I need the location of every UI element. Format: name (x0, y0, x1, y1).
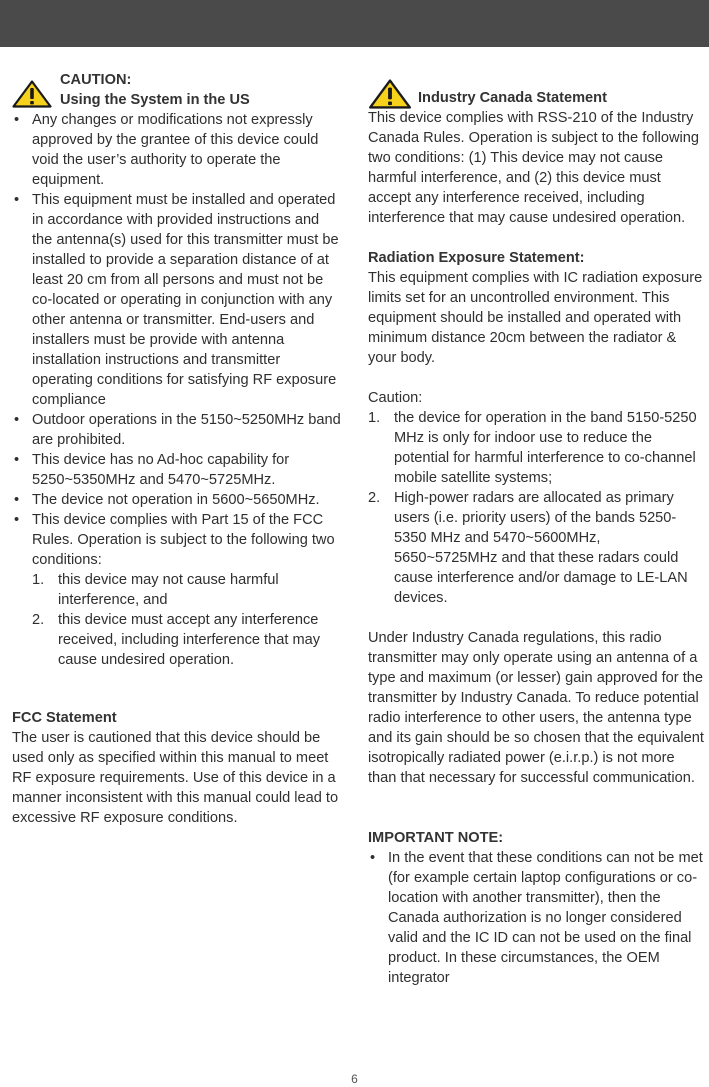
numbered-item (32, 610, 342, 670)
numbered-item (32, 570, 342, 610)
warning-triangle-icon (12, 80, 52, 108)
page-number: 6 (351, 1072, 358, 1086)
list-item: • This equipment must be installed and operated in accordance with provided instructions and the antenna(s) used for this transmitter must be installed to provide a separation distance of at least 20 cm from all persons and must not be co-located or operating in conjunction with any other antenna or transmitter. End-users and installers must be provide with antenna installation instructions and transmitter operating conditions for satisfying RF exposure compliance (12, 190, 342, 410)
fcc-text: The user is cautioned that this device should be used only as specified within this manual to meet RF exposure requirements. Use of this device in a manner inconsistent with this manual could lead to excessive RF exposure conditions. (12, 730, 339, 826)
radiation-text: This equipment complies with IC radiation exposure limits set for an uncontrolled environment. This equipment should be installed and operated with minimum distance 20cm between the radiator & your body. (368, 270, 703, 366)
item-text: the device for operation in the band 5150-5250 MHz is only for indoor use to reduce the potential for harmful interference to co-channel mobile satellite systems; (394, 410, 697, 486)
list-item (12, 510, 342, 670)
caution-subtitle: Using the System in the US (60, 92, 250, 108)
industry-canada-text: This device complies with RSS-210 of the Industry Canada Rules. Operation is subject to the following two conditions: (1) This device may not cause harmful interference, and (2) this device must accept any interference received, including interference that may cause undesired operation. (368, 110, 699, 226)
caution-label: Caution: (368, 390, 423, 406)
item-number: 2. (368, 490, 381, 506)
important-note-list (368, 848, 706, 988)
fcc-heading: FCC Statement (12, 710, 117, 726)
caution-ic-list (368, 408, 706, 608)
important-note-heading: IMPORTANT NOTE: (368, 830, 504, 846)
list-item: • The device not operation in 5600~5650MHz. (12, 490, 342, 510)
list-item: • Outdoor operations in the 5150~5250MHz band are prohibited. (12, 410, 342, 450)
caution-title: CAUTION: (60, 72, 132, 88)
header-bar (0, 0, 709, 47)
radiation-heading: Radiation Exposure Statement: (368, 250, 585, 266)
numbered-item (368, 408, 706, 488)
conditions-list (32, 570, 342, 670)
right-column (368, 88, 706, 988)
item-number: 1. (368, 410, 381, 426)
ic-regulations-text: Under Industry Canada regulations, this radio transmitter may only operate using an antenna of a type and maximum (or lesser) gain approved for the transmitter by Industry Canada. To reduce potential radio interference to other users, the antenna type and its gain should be so chosen that the equivalent isotropically radiated power (e.i.r.p.) is not more than that necessary for successful communication. (368, 630, 704, 786)
caution-bullet-list (12, 110, 342, 670)
item-number: 1. (32, 572, 45, 588)
item-number: 2. (32, 612, 45, 628)
left-column (12, 70, 342, 828)
item-text: this device may not cause harmful interference, and (58, 572, 279, 608)
caution-heading (12, 70, 342, 110)
industry-canada-heading (368, 88, 706, 108)
list-item: • Any changes or modifications not expressly approved by the grantee of this device could void the user’s authority to operate the equipment. (12, 110, 342, 190)
list-item-text: This device complies with Part 15 of the FCC Rules. Operation is subject to the following two conditions: (32, 512, 335, 568)
item-text: this device must accept any interference received, including interference that may cause undesired operation. (58, 612, 321, 668)
warning-triangle-icon (368, 79, 412, 109)
industry-canada-title: Industry Canada Statement (418, 90, 607, 106)
list-item: • This device has no Ad-hoc capability for 5250~5350MHz and 5470~5725MHz. (12, 450, 342, 490)
numbered-item (368, 488, 706, 608)
list-item: • In the event that these conditions can not be met (for example certain laptop configurations or co-location with another transmitter), then the Canada authorization is no longer considered valid and the IC ID can not be used on the final product. In these circumstances, the OEM integrator (368, 848, 706, 988)
item-text: High-power radars are allocated as primary users (i.e. priority users) of the bands 5250-5350 MHz and 5470~5600MHz, 5650~5725MHz and that these radars could cause interference and/or damage to LE-LAN devices. (394, 490, 688, 606)
